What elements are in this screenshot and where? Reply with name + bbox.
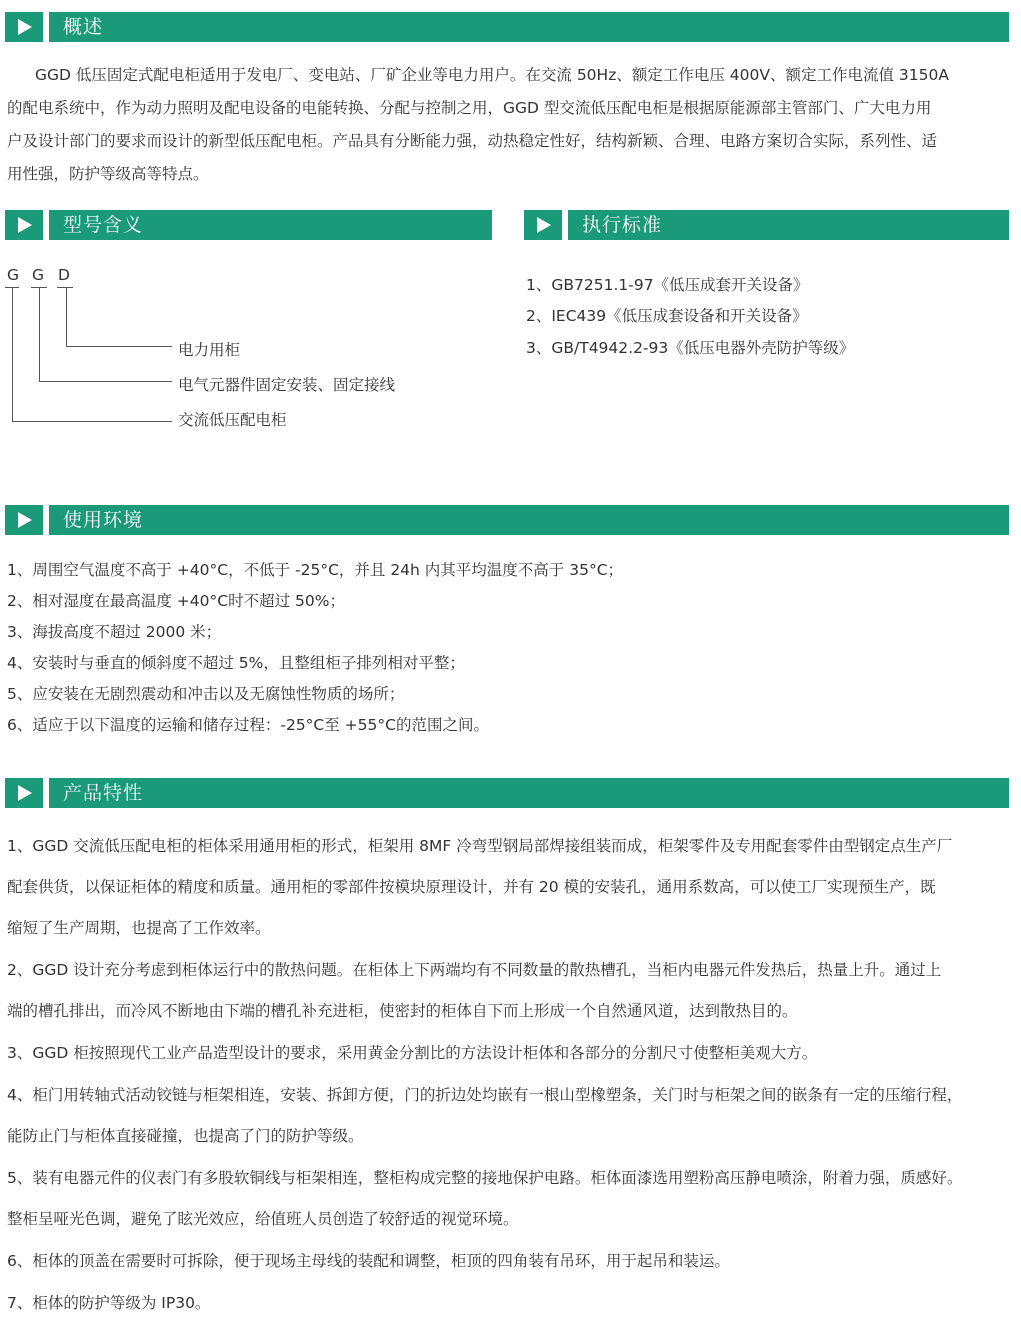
standard-item: 1、GB7251.1-97《低压成套开关设备》 bbox=[526, 276, 809, 294]
play-triangle-icon bbox=[5, 778, 43, 808]
environment-item: 5、应安装在无剧烈震动和冲击以及无腐蚀性物质的场所； bbox=[7, 685, 405, 703]
section-header-features bbox=[5, 778, 1009, 808]
model-letter: G bbox=[32, 266, 45, 284]
model-connector bbox=[31, 287, 47, 288]
section-title-overview: 概述 bbox=[49, 12, 1009, 42]
model-connector bbox=[5, 287, 19, 288]
play-triangle-icon bbox=[5, 210, 43, 240]
model-letter: D bbox=[58, 266, 70, 284]
model-meaning: 交流低压配电柜 bbox=[178, 411, 287, 429]
play-triangle-icon bbox=[524, 210, 562, 240]
section-header-environment bbox=[5, 505, 1009, 535]
overview-line: 用性强，防护等级高等特点。 bbox=[7, 165, 209, 183]
feature-line: 5、装有电器元件的仪表门有多股软铜线与柜架相连，整柜构成完整的接地保护电路。柜体面漆选用塑粉高压静电喷涂，附着力强，质感好。 bbox=[7, 1169, 963, 1187]
feature-line: 2、GGD 设计充分考虑到柜体运行中的散热问题。在柜体上下两端均有不同数量的散热槽孔，当柜内电器元件发热后，热量上升。通过上 bbox=[7, 961, 942, 979]
feature-line: 整柜呈哑光色调，避免了眩光效应，给值班人员创造了较舒适的视觉环境。 bbox=[7, 1210, 519, 1228]
section-header-standards bbox=[524, 210, 1009, 240]
section-title-model: 型号含义 bbox=[49, 210, 492, 240]
environment-item: 2、相对湿度在最高温度 +40°C时不超过 50%； bbox=[7, 592, 345, 610]
play-triangle-icon bbox=[5, 12, 43, 42]
model-connector bbox=[39, 381, 172, 382]
overview-line: 的配电系统中，作为动力照明及配电设备的电能转换、分配与控制之用，GGD 型交流低压配电柜是根据原能源部主管部门、广大电力用 bbox=[7, 99, 932, 117]
environment-item: 3、海拔高度不超过 2000 米； bbox=[7, 623, 222, 641]
feature-line: 能防止门与柜体直接碰撞，也提高了门的防护等级。 bbox=[7, 1127, 364, 1145]
model-connector bbox=[12, 287, 13, 422]
feature-line: 端的槽孔排出，而冷风不断地由下端的槽孔补充进柜，使密封的柜体自下而上形成一个自然通风道，达到散热目的。 bbox=[7, 1002, 798, 1020]
feature-line: 1、GGD 交流低压配电柜的柜体采用通用柜的形式，柜架用 8MF 冷弯型钢局部焊接组装而成，柜架零件及专用配套零件由型钢定点生产厂 bbox=[7, 837, 953, 855]
feature-line: 7、柜体的防护等级为 IP30。 bbox=[7, 1294, 211, 1312]
model-letter: G bbox=[7, 266, 20, 284]
section-header-overview bbox=[5, 12, 1009, 42]
model-connector bbox=[12, 421, 172, 422]
overview-line: 户及设计部门的要求而设计的新型低压配电柜。产品具有分断能力强，动热稳定性好，结构新颖、合理、电路方案切合实际，系列性、适 bbox=[7, 132, 938, 150]
feature-line: 4、柜门用转轴式活动铰链与柜架相连，安装、拆卸方便，门的折边处均嵌有一根山型橡塑条，关门时与柜架之间的嵌条有一定的压缩行程， bbox=[7, 1086, 963, 1104]
section-title-environment: 使用环境 bbox=[49, 505, 1009, 535]
feature-line: 缩短了生产周期，也提高了工作效率。 bbox=[7, 919, 271, 937]
model-connector bbox=[66, 346, 172, 347]
play-triangle-icon bbox=[5, 505, 43, 535]
model-meaning: 电力用柜 bbox=[178, 341, 241, 359]
environment-item: 6、适应于以下温度的运输和储存过程：-25°C至 +55°C的范围之间。 bbox=[7, 716, 489, 734]
feature-line: 3、GGD 柜按照现代工业产品造型设计的要求，采用黄金分割比的方法设计柜体和各部分的分割尺寸使整柜美观大方。 bbox=[7, 1044, 818, 1062]
environment-item: 4、安装时与垂直的倾斜度不超过 5%，且整组柜子排列相对平整； bbox=[7, 654, 465, 672]
standard-item: 3、GB/T4942.2-93《低压电器外壳防护等级》 bbox=[526, 339, 855, 357]
standard-item: 2、IEC439《低压成套设备和开关设备》 bbox=[526, 307, 808, 325]
model-connector bbox=[39, 287, 40, 382]
section-title-standards: 执行标准 bbox=[568, 210, 1009, 240]
section-title-features: 产品特性 bbox=[49, 778, 1009, 808]
model-connector bbox=[57, 287, 73, 288]
model-connector bbox=[66, 287, 67, 347]
feature-line: 6、柜体的顶盖在需要时可拆除，便于现场主母线的装配和调整，柜顶的四角装有吊环，用于起吊和装运。 bbox=[7, 1252, 730, 1270]
model-meaning: 电气元器件固定安装、固定接线 bbox=[178, 376, 396, 394]
overview-line: GGD 低压固定式配电柜适用于发电厂、变电站、厂矿企业等电力用户。在交流 50Hz、额定工作电压 400V、额定工作电流值 3150A bbox=[35, 66, 949, 84]
environment-item: 1、周围空气温度不高于 +40°C，不低于 -25°C，并且 24h 内其平均温度不高于 35°C； bbox=[7, 561, 624, 579]
feature-line: 配套供货，以保证柜体的精度和质量。通用柜的零部件按模块原理设计，并有 20 模的安装孔，通用系数高，可以使工厂实现预生产，既 bbox=[7, 878, 936, 896]
section-header-model bbox=[5, 210, 492, 240]
